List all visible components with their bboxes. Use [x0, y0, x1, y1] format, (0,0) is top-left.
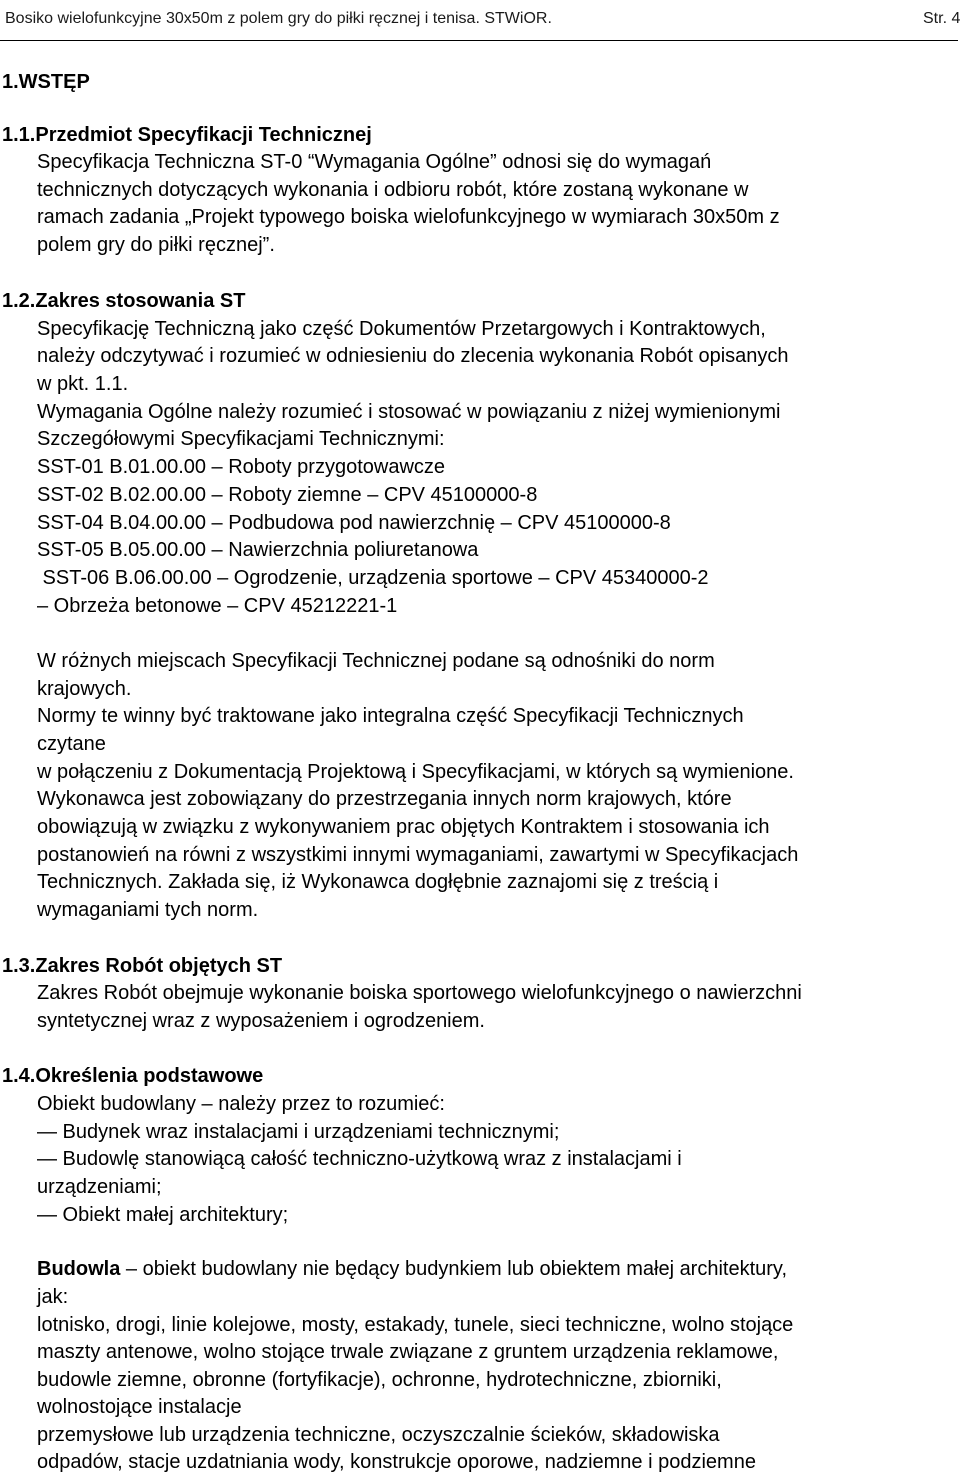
- paragraph-line: budowle ziemne, obronne (fortyfikacje), ochronne, hydrotechniczne, zbiorniki,: [37, 1369, 722, 1391]
- paragraph-line: Specyfikację Techniczną jako część Dokumentów Przetargowych i Kontraktowych,: [37, 318, 766, 340]
- spec-list-item: SST-06 B.06.00.00 – Ogrodzenie, urządzenia sportowe – CPV 45340000-2: [37, 567, 709, 589]
- paragraph-line: maszty antenowe, wolno stojące trwale związane z gruntem urządzenia reklamowe,: [37, 1341, 779, 1363]
- heading-1-4: 1.4.Określenia podstawowe: [2, 1065, 264, 1087]
- definition-term: Budowla: [37, 1258, 121, 1280]
- paragraph-line: Wymagania Ogólne należy rozumieć i stosować w powiązaniu z niżej wymienionymi: [37, 401, 781, 423]
- paragraph-line: Obiekt budowlany – należy przez to rozumieć:: [37, 1093, 445, 1115]
- paragraph-line: Normy te winny być traktowane jako integralna część Specyfikacji Technicznych: [37, 705, 744, 727]
- definition-budowla: [37, 1257, 787, 1281]
- paragraph-line: ramach zadania „Projekt typowego boiska wielofunkcyjnego w wymiarach 30x50m z: [37, 206, 780, 228]
- paragraph-line: polem gry do piłki ręcznej”.: [37, 234, 275, 256]
- paragraph-line: w połączeniu z Dokumentacją Projektową i Specyfikacjami, w których są wymienione.: [37, 761, 794, 783]
- paragraph-line: lotnisko, drogi, linie kolejowe, mosty, estakady, tunele, sieci techniczne, wolno stojące: [37, 1314, 794, 1336]
- paragraph-line: krajowych.: [37, 678, 132, 700]
- heading-1-3: 1.3.Zakres Robót objętych ST: [2, 955, 283, 977]
- spec-list-item: SST-02 B.02.00.00 – Roboty ziemne – CPV 45100000-8: [37, 484, 538, 506]
- paragraph-line: w pkt. 1.1.: [37, 373, 129, 395]
- document-title: Bosiko wielofunkcyjne 30x50m z polem gry do piłki ręcznej i tenisa. STWiOR.: [5, 10, 552, 27]
- heading-1-2: 1.2.Zakres stosowania ST: [2, 290, 246, 312]
- bullet-item-continuation: urządzeniami;: [37, 1176, 162, 1198]
- paragraph-line: wolnostojące instalacje: [37, 1396, 242, 1418]
- spec-list-item: – Obrzeża betonowe – CPV 45212221-1: [37, 595, 398, 617]
- paragraph-line: Wykonawca jest zobowiązany do przestrzegania innych norm krajowych, które: [37, 788, 732, 810]
- bullet-item: — Budowlę stanowiącą całość techniczno-użytkową wraz z instalacjami i: [37, 1148, 682, 1170]
- paragraph-line: przemysłowe lub urządzenia techniczne, oczyszczalnie ścieków, składowiska: [37, 1424, 720, 1446]
- paragraph-line: Szczegółowymi Specyfikacjami Technicznymi:: [37, 428, 445, 450]
- paragraph-line: czytane: [37, 733, 106, 755]
- heading-wstep: 1.WSTĘP: [2, 71, 90, 93]
- paragraph-line: technicznych dotyczących wykonania i odbioru robót, które zostaną wykonane w: [37, 179, 749, 201]
- spec-list-item: SST-05 B.05.00.00 – Nawierzchnia poliuretanowa: [37, 539, 479, 561]
- heading-1-1: 1.1.Przedmiot Specyfikacji Technicznej: [2, 124, 372, 146]
- paragraph-line: należy odczytywać i rozumieć w odniesieniu do zlecenia wykonania Robót opisanych: [37, 345, 789, 367]
- paragraph-line: Technicznych. Zakłada się, iż Wykonawca dogłębnie zaznajomi się z treścią i: [37, 871, 719, 893]
- paragraph-line: Zakres Robót obejmuje wykonanie boiska sportowego wielofunkcyjnego o nawierzchni: [37, 982, 802, 1004]
- page-header: [0, 0, 958, 41]
- bullet-item: — Budynek wraz instalacjami i urządzeniami technicznymi;: [37, 1121, 560, 1143]
- bullet-item: — Obiekt małej architektury;: [37, 1204, 289, 1226]
- definition-text: – obiekt budowlany nie będący budynkiem lub obiektem małej architektury,: [120, 1258, 788, 1280]
- paragraph-line: postanowień na równi z wszystkimi innymi wymaganiami, zawartymi w Specyfikacjach: [37, 844, 799, 866]
- paragraph-line: wymaganiami tych norm.: [37, 899, 259, 921]
- paragraph-line: jak:: [37, 1286, 69, 1308]
- page-number: Str. 4: [923, 10, 960, 27]
- paragraph-line: obowiązują w związku z wykonywaniem prac objętych Kontraktem i stosowania ich: [37, 816, 770, 838]
- paragraph-line: W różnych miejscach Specyfikacji Technicznej podane są odnośniki do norm: [37, 650, 715, 672]
- spec-list-item: SST-01 B.01.00.00 – Roboty przygotowawcze: [37, 456, 446, 478]
- paragraph-line: odpadów, stacje uzdatniania wody, konstrukcje oporowe, nadziemne i podziemne: [37, 1451, 756, 1473]
- spec-list-item: SST-04 B.04.00.00 – Podbudowa pod nawierzchnię – CPV 45100000-8: [37, 512, 671, 534]
- paragraph-line: Specyfikacja Techniczna ST-0 “Wymagania Ogólne” odnosi się do wymagań: [37, 151, 712, 173]
- paragraph-line: syntetycznej wraz z wyposażeniem i ogrodzeniem.: [37, 1010, 485, 1032]
